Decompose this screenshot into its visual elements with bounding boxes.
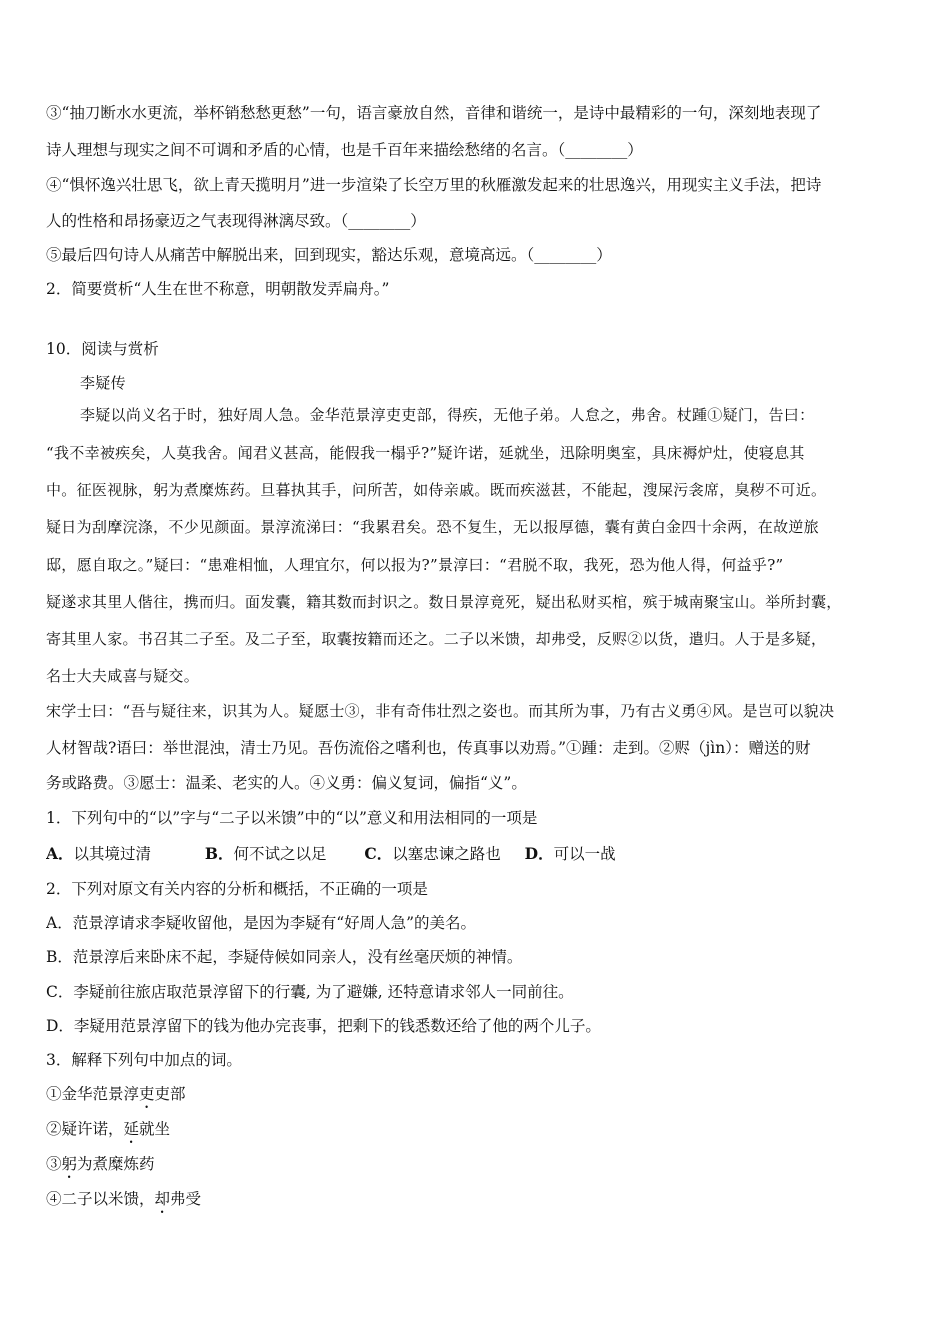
q9-item3-line1: ③“抽刀断水水更流，举杯销愁愁更愁”一句，语言豪放自然，音律和谐统一，是诗中最精彩的一句，深刻地表现了 bbox=[46, 104, 822, 122]
option-b-label: B． bbox=[204, 844, 234, 863]
dotted-word: 躬 bbox=[61, 1155, 78, 1173]
q9-question-2: 2．简要赏析“人生在世不称意，明朝散发弄扁舟。” bbox=[46, 280, 390, 298]
q9-item3-line2: 诗人理想与现实之间不可调和矛盾的心情，也是千百年来描绘愁绪的名言。（________） bbox=[46, 141, 643, 159]
q10-heading: 10．阅读与赏析 bbox=[46, 340, 159, 358]
q9-item4-line1: ④“惧怀逸兴壮思飞，欲上青天揽明月”进一步渲染了长空万里的秋雁激发起来的壮思逸兴，用现实主义手法，把诗 bbox=[46, 176, 822, 194]
passage-title: 李疑传 bbox=[80, 374, 126, 392]
passage-line: 李疑以尚义名于时，独好周人急。金华范景淳吏吏部，得疾，无他子弟。人怠之，弗舍。杖踵①疑门，告曰： bbox=[80, 406, 815, 424]
option-c-text: 以塞忠谏之路也 bbox=[392, 845, 501, 863]
sub2-stem: 2．下列对原文有关内容的分析和概括，不正确的一项是 bbox=[46, 880, 428, 898]
option-b-text: 何不试之以足 bbox=[233, 845, 327, 863]
passage-line: 名士大夫咸喜与疑交。 bbox=[46, 667, 200, 685]
option-a-text: 以其境过清 bbox=[73, 845, 152, 863]
q9-item5: ⑤最后四句诗人从痛苦中解脱出来，回到现实，豁达乐观，意境高远。（________） bbox=[46, 246, 612, 264]
comment-line: 人材智哉?语曰：举世混浊，清士乃见。吾伤流俗之嗜利也，传真事以劝焉。”①踵：走到。②赆（jìn）：赠送的财 bbox=[46, 739, 811, 757]
sub2-option-d: D．李疑用范景淳留下的钱为他办完丧事，把剩下的钱悉数还给了他的两个儿子。 bbox=[46, 1017, 601, 1035]
sub3-item-3 bbox=[46, 1154, 906, 1182]
item-text: 就坐 bbox=[139, 1120, 171, 1138]
item-text: 吏部 bbox=[154, 1085, 186, 1103]
sub2-option-c: C．李疑前往旅店取范景淳留下的行囊, 为了避嫌, 还特意请求邻人一同前往。 bbox=[46, 983, 574, 1001]
sub3-item-2 bbox=[46, 1119, 906, 1147]
passage-line: “我不幸被疾矣，人莫我舍。闻君义甚高，能假我一榻乎?”疑许诺，延就坐，迅除明奥室，具床褥炉灶，使寝息其 bbox=[46, 444, 805, 462]
item-text: ①金华范景淳 bbox=[46, 1085, 140, 1103]
item-text: 为煮糜炼药 bbox=[77, 1155, 155, 1173]
passage-line: 邸，愿自取之。”疑曰：“患难相恤，人理宜尔，何以报为?”景淳曰：“君脱不取，我死，恐为他人得，何益乎?” bbox=[46, 556, 784, 574]
sub1-options bbox=[46, 844, 906, 864]
sub3-item-1 bbox=[46, 1084, 906, 1112]
option-d-label: D． bbox=[524, 844, 554, 863]
comment-line: 务或路费。③愿士：温柔、老实的人。④义勇：偏义复词，偏指“义”。 bbox=[46, 774, 527, 792]
passage-line: 寄其里人家。书召其二子至。及二子至，取囊按籍而还之。二子以米馈，却弗受，反赆②以货，遣归。人于是多疑， bbox=[46, 630, 827, 648]
option-a-label: A． bbox=[46, 844, 74, 863]
item-text: ③ bbox=[46, 1155, 62, 1173]
sub2-option-a: A．范景淳请求李疑收留他，是因为李疑有“好周人急”的美名。 bbox=[46, 914, 477, 932]
sub2-option-b: B．范景淳后来卧床不起，李疑侍候如同亲人，没有丝毫厌烦的神情。 bbox=[46, 948, 523, 966]
passage-line: 疑遂求其里人偕往，携而归。面发囊，籍其数而封识之。数日景淳竟死，疑出私财买棺，殡于城南聚宝山。举所封囊， bbox=[46, 593, 842, 611]
item-text: 弗受 bbox=[170, 1190, 202, 1208]
passage-line: 疑日为刮摩浣涤，不少见颜面。景淳流涕曰：“我累君矣。恐不复生，无以报厚德，囊有黄白金四十余两，在故逆旅 bbox=[46, 518, 819, 536]
comment-line: 宋学士曰：“吾与疑往来，识其为人。疑愿士③，非有奇伟壮烈之姿也。而其所为事，乃有古义勇④风。是岂可以貌决 bbox=[46, 702, 835, 720]
item-text: ④二子以米馈， bbox=[46, 1190, 155, 1208]
q9-item4-line2: 人的性格和昂扬豪迈之气表现得淋漓尽致。（________） bbox=[46, 212, 426, 230]
dotted-word: 吏 bbox=[139, 1085, 155, 1103]
sub1-stem: 1．下列句中的“以”字与“二子以米馈”中的“以”意义和用法相同的一项是 bbox=[46, 809, 538, 827]
option-d-text: 可以一战 bbox=[553, 845, 616, 863]
dotted-word: 却 bbox=[154, 1190, 171, 1208]
passage-line: 中。征医视脉，躬为煮糜炼药。旦暮执其手，问所苦，如侍亲戚。既而疾滋甚，不能起，溲屎污衾席，臭秽不可近。 bbox=[46, 481, 827, 499]
item-text: ②疑许诺， bbox=[46, 1120, 124, 1138]
sub3-item-4 bbox=[46, 1189, 906, 1217]
sub3-stem: 3．解释下列句中加点的词。 bbox=[46, 1051, 242, 1069]
option-c-label: C． bbox=[364, 844, 393, 863]
dotted-word: 延 bbox=[123, 1120, 140, 1138]
